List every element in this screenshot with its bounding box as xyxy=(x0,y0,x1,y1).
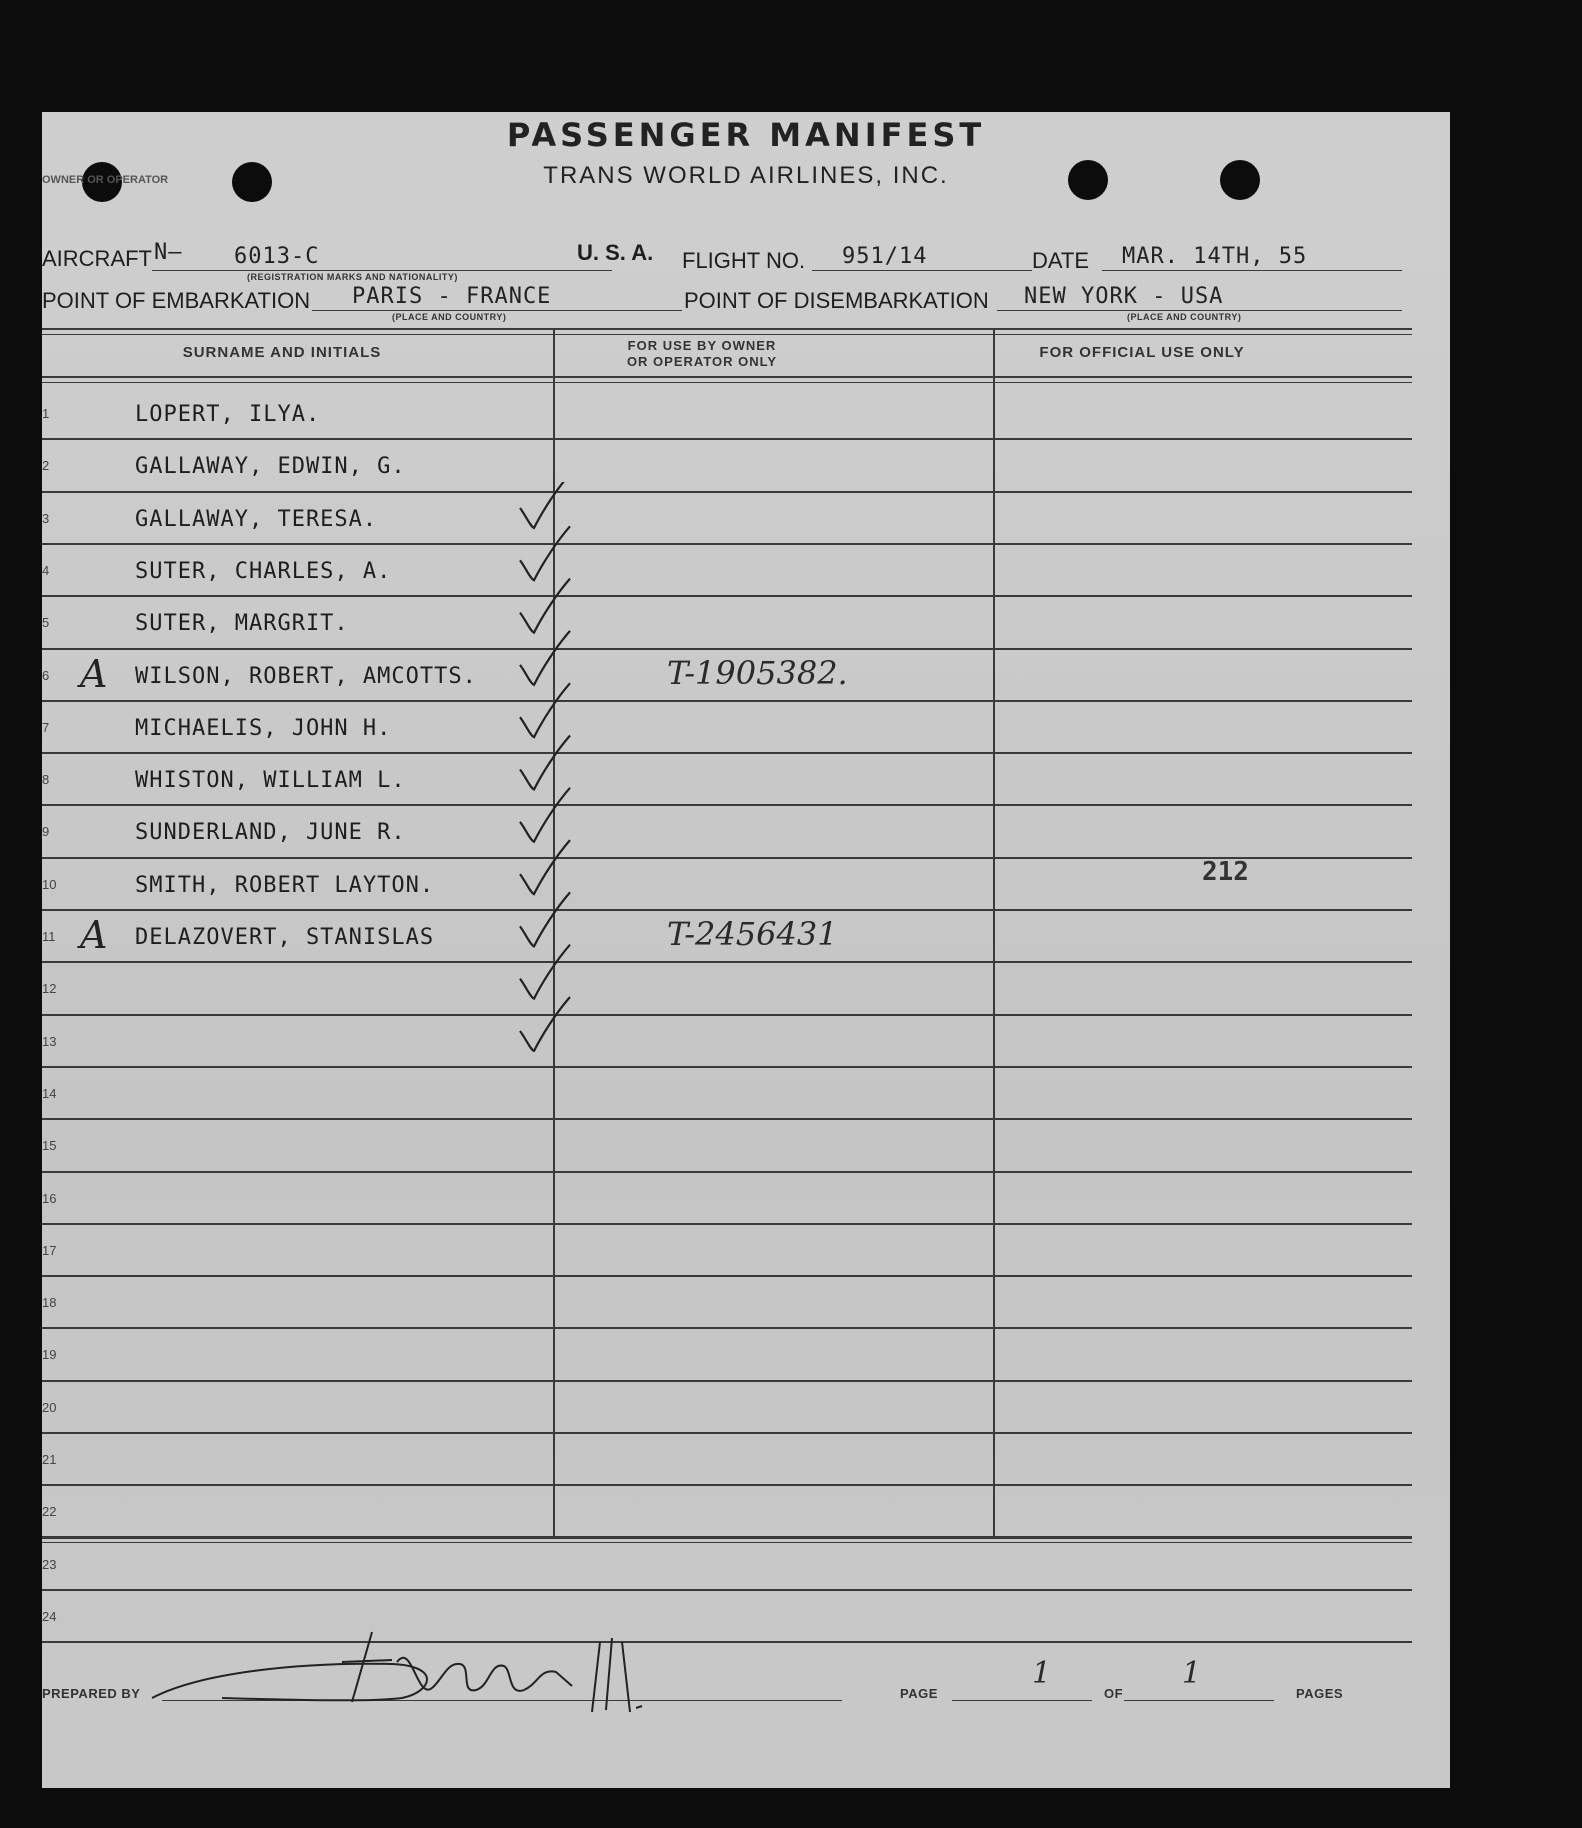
column-divider-2 xyxy=(993,328,995,1536)
checkmark xyxy=(520,945,570,999)
flight-underline xyxy=(812,270,1032,271)
date-underline xyxy=(1102,270,1402,271)
page-value: 1 xyxy=(1032,1656,1052,1691)
row-number: 1 xyxy=(42,406,50,421)
passenger-name: WHISTON, WILLIAM L. xyxy=(135,768,406,794)
row-rule xyxy=(42,491,1412,493)
aircraft-label: AIRCRAFT xyxy=(42,246,152,271)
embarkation-value: PARIS - FRANCE xyxy=(352,284,552,309)
row-rule xyxy=(42,543,1412,545)
passenger-name: SUNDERLAND, JUNE R. xyxy=(135,820,406,846)
row-rule xyxy=(42,438,1412,440)
row-number: 11 xyxy=(42,929,56,944)
of-value: 1 xyxy=(1182,1656,1202,1691)
row-number: 17 xyxy=(42,1242,57,1258)
row-number: 16 xyxy=(42,1190,57,1206)
checkmark xyxy=(520,579,570,633)
owner-use-column-header-2: OR OPERATOR ONLY xyxy=(626,354,778,369)
place-country-note-2: (PLACE AND COUNTRY) xyxy=(1127,312,1242,322)
checkmark xyxy=(520,997,570,1051)
row-rule xyxy=(42,752,1412,754)
owner-use-column-header-1: FOR USE BY OWNER xyxy=(627,338,777,353)
row-number: 19 xyxy=(42,1347,57,1363)
row-rule xyxy=(42,804,1412,806)
row-rule xyxy=(42,1066,1412,1068)
row-number: 12 xyxy=(42,981,57,997)
passenger-name: SUTER, CHARLES, A. xyxy=(135,558,392,584)
registration-note: (REGISTRATION MARKS AND NATIONALITY) xyxy=(247,272,458,282)
row-rule xyxy=(42,1380,1412,1382)
place-country-note-1: (PLACE AND COUNTRY) xyxy=(392,312,507,322)
checkmark xyxy=(520,526,570,580)
table-top-rule-2 xyxy=(42,334,1412,335)
disembarkation-underline xyxy=(997,310,1402,311)
row-number: 7 xyxy=(42,719,50,735)
checkmarks xyxy=(512,482,652,1052)
prepared-by-label: PREPARED BY xyxy=(42,1686,141,1701)
aircraft-underline xyxy=(152,270,612,271)
row-rule xyxy=(42,961,1412,963)
page-underline xyxy=(952,1700,1092,1701)
official-use-entry: 212 xyxy=(1202,856,1249,887)
table-bottom-rule-2 xyxy=(42,1542,1412,1543)
passenger-name: SMITH, ROBERT LAYTON. xyxy=(135,872,435,898)
row-number: 18 xyxy=(42,1295,57,1311)
embarkation-label: POINT OF EMBARKATION xyxy=(42,288,311,313)
row-number: 3 xyxy=(42,510,50,526)
row-rule xyxy=(42,1118,1412,1120)
embarkation-underline xyxy=(312,310,682,311)
passenger-name: SUTER, MARGRIT. xyxy=(135,611,349,637)
row-number: 22 xyxy=(42,1504,57,1520)
row-number: 23 xyxy=(42,1556,57,1572)
checkmark xyxy=(520,892,570,946)
row-number: 14 xyxy=(42,1085,57,1101)
row-rule xyxy=(42,909,1412,911)
row-number: 10 xyxy=(42,876,57,892)
row-number: 6 xyxy=(42,667,50,683)
row-number: 5 xyxy=(42,615,50,631)
row-rule xyxy=(42,700,1412,702)
owner-operator-label: OWNER OR OPERATOR xyxy=(42,174,169,186)
checkmark xyxy=(520,683,570,737)
row-rule xyxy=(42,595,1412,597)
row-rule xyxy=(42,1275,1412,1277)
aircraft-value: 6013-C xyxy=(234,244,320,269)
row-rule xyxy=(42,1432,1412,1434)
ticket-number: T-2456431 xyxy=(667,915,838,953)
checkmark xyxy=(520,631,570,685)
row-number: 9 xyxy=(42,824,50,840)
passenger-annotation-mark: A xyxy=(80,651,108,696)
table-top-rule xyxy=(42,328,1412,330)
table-bottom-rule xyxy=(42,1536,1412,1538)
checkmark xyxy=(520,788,570,842)
pages-label: PAGES xyxy=(1296,1686,1344,1701)
document-title: PASSENGER MANIFEST xyxy=(506,116,986,154)
date-value: MAR. 14TH, 55 xyxy=(1122,244,1308,269)
page-label: PAGE xyxy=(900,1686,938,1701)
row-rule xyxy=(42,648,1412,650)
header-bottom-rule xyxy=(42,376,1412,378)
checkmark xyxy=(520,482,570,528)
row-number: 15 xyxy=(42,1138,57,1154)
signature xyxy=(142,1602,702,1722)
row-number: 24 xyxy=(42,1608,57,1624)
passenger-name: WILSON, ROBERT, AMCOTTS. xyxy=(135,663,477,689)
disembarkation-value: NEW YORK - USA xyxy=(1024,284,1224,309)
of-underline xyxy=(1124,1700,1274,1701)
official-use-column-header: FOR OFFICIAL USE ONLY xyxy=(1039,344,1245,361)
row-number: 2 xyxy=(42,458,50,474)
flight-value: 951/14 xyxy=(842,244,928,269)
row-number: 8 xyxy=(42,772,50,788)
ticket-number: T-1905382. xyxy=(667,653,848,692)
airline-name: TRANS WORLD AIRLINES, INC. xyxy=(543,162,949,189)
checkmark xyxy=(520,840,570,894)
disembarkation-label: POINT OF DISEMBARKATION xyxy=(684,288,989,313)
manifest-sheet xyxy=(42,112,1450,1788)
checkmark xyxy=(520,736,570,790)
row-rule xyxy=(42,1014,1412,1016)
row-rule xyxy=(42,1171,1412,1173)
date-label: DATE xyxy=(1032,248,1090,273)
row-rule xyxy=(42,1589,1412,1591)
passenger-name: MICHAELIS, JOHN H. xyxy=(135,715,392,741)
surname-column-header: SURNAME AND INITIALS xyxy=(182,344,382,361)
passenger-name: LOPERT, ILYA. xyxy=(135,402,321,427)
passenger-name: DELAZOVERT, STANISLAS xyxy=(135,925,435,950)
passenger-name: GALLAWAY, TERESA. xyxy=(135,506,378,532)
row-number: 21 xyxy=(42,1452,57,1467)
nationality-label: U. S. A. xyxy=(577,240,654,265)
passenger-annotation-mark: A xyxy=(80,913,108,957)
row-rule xyxy=(42,1223,1412,1225)
row-rule xyxy=(42,1327,1412,1329)
header-bottom-rule-2 xyxy=(42,382,1412,383)
aircraft-prefix: N— xyxy=(154,240,183,265)
row-number: 20 xyxy=(42,1399,57,1415)
passenger-name: GALLAWAY, EDWIN, G. xyxy=(135,454,406,480)
flight-label: FLIGHT NO. xyxy=(682,248,806,273)
of-label: OF xyxy=(1104,1686,1124,1701)
row-rule xyxy=(42,1484,1412,1486)
row-number: 4 xyxy=(42,562,50,578)
row-number: 13 xyxy=(42,1033,57,1049)
